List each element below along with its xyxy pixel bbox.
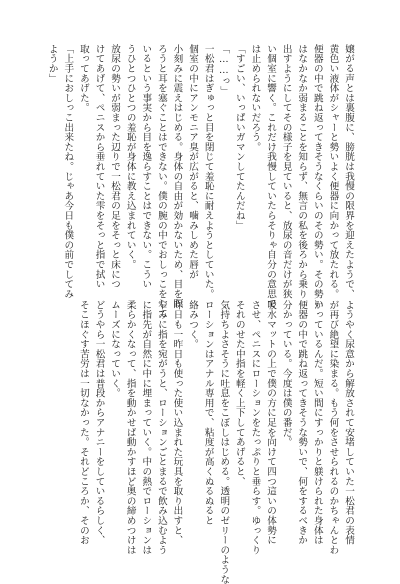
text-line-bottom: に指先が自然に中に埋まっていく。中の熱でローションは	[140, 300, 152, 555]
text-line-bottom: 便器の中で跳ね返ってきそうな勢いで、何をするべきか	[296, 300, 308, 545]
text-line-bottom: 窄みに指を宛がうと、ローションごとまるで飲み込むよう	[155, 300, 167, 555]
text-line-top: 「上手におしっこ出来たね。じゃあ今日も僕の前でしてみ	[62, 44, 74, 299]
text-line-top: 一松君はぎゅっと目を閉じて羞恥に耐えようとしていた。	[202, 44, 214, 299]
text-line-bottom: ようやく尿意から解放されて安堵していた一松君の表情	[343, 300, 354, 545]
text-line-top: 「……っ」	[218, 44, 230, 96]
text-line-top: 放尿の勢いが弱まった辺りで一松君の足をそっと床につ	[109, 44, 121, 289]
text-line-bottom: させ、ペニスにローションをたっぷりと垂らす。ゆっくり	[249, 300, 261, 555]
text-line-bottom: 分かっている。今度は僕の番だ。	[280, 300, 292, 447]
text-block-bottom	[38, 300, 356, 584]
text-line-bottom: 絡みつく。	[187, 300, 199, 349]
text-line-top: いるという事実から目を逸らすことはできない。こうい	[140, 44, 152, 289]
text-line-top: ようか」	[46, 44, 58, 84]
text-line-top: い個室に響く。これだけ我慢していたらそりゃ自分の意思で	[265, 44, 277, 309]
text-line-bottom: ローションはアナル専用で、粘度が高くぬるぬると	[202, 300, 214, 526]
text-line-top: はなかなか弱まることを知らず、無言の私を後ろから乗り	[296, 44, 308, 299]
text-line-bottom: それのせた中指を軽く上下してあげると、	[233, 300, 245, 487]
text-line-bottom: かっているんだ。短い間にすっかりと躾けられた身体は	[311, 300, 323, 545]
text-line-bottom: が再び絶望に染まる。もう何をさせられるのかちゃんとわ	[327, 300, 339, 555]
text-line-bottom: 柔らかくなって、指を動かせば動かすほど奥の締めつけは	[124, 300, 136, 555]
text-line-top: 取ってあげた。	[77, 44, 89, 113]
text-line-top: 出すようにしてその様子を見ていると、放尿の音だけが狭	[280, 44, 292, 299]
text-line-bottom: どうやら一松君は普段からアナニーをしているらしく、	[93, 300, 105, 545]
text-line-bottom: そこほぐす苦労は一切なかった。それどころか、そのお	[77, 300, 89, 545]
text-line-top: 黄色い液体がシャーと勢いよく便器に向かって放たれる。	[327, 44, 339, 299]
text-line-bottom: 気持ちよさそうに吐息をこぼしはじめる。透明のゼリーのような	[218, 300, 230, 584]
text-line-top: 便器の中で跳ね返ってきそうなくらいのその勢い。その勢い	[311, 44, 323, 309]
text-line-bottom: ムーズになっていく。	[109, 300, 121, 398]
text-line-top: 「すごい、いっぱいガマンしてたんだね」	[233, 44, 245, 231]
text-line-top: ろうと耳を塞ぐことはできない。僕の腕の中でおしっこをして	[155, 44, 167, 319]
text-line-bottom: 吸水マットの上で僕の方に足を向けて四つ這いの体勢に	[265, 300, 277, 545]
text-block-top	[38, 44, 356, 319]
text-line-top: けてあげて、ペニスから垂れていた雫をそっと指で拭い	[93, 44, 105, 289]
text-line-top: うひとつひとつの羞恥が身体に教え込まれていく。	[124, 44, 136, 270]
text-line-bottom: 昨日も一昨日も使った使い込まれた玩具を取り出すと、	[171, 300, 183, 545]
text-line-top: 個室の中にアンモニア臭が広がると、噛みしめた唇が	[187, 44, 199, 280]
text-line-top: 嬢がる声とは裏腹に、膀胱は我慢の限界を迎えたようで、	[343, 44, 354, 299]
text-line-top: 小刻みに震えはじめる。身体の自由が効かないため、目を瞑	[171, 44, 183, 309]
text-line-top: は止められないだろう。	[249, 44, 261, 152]
